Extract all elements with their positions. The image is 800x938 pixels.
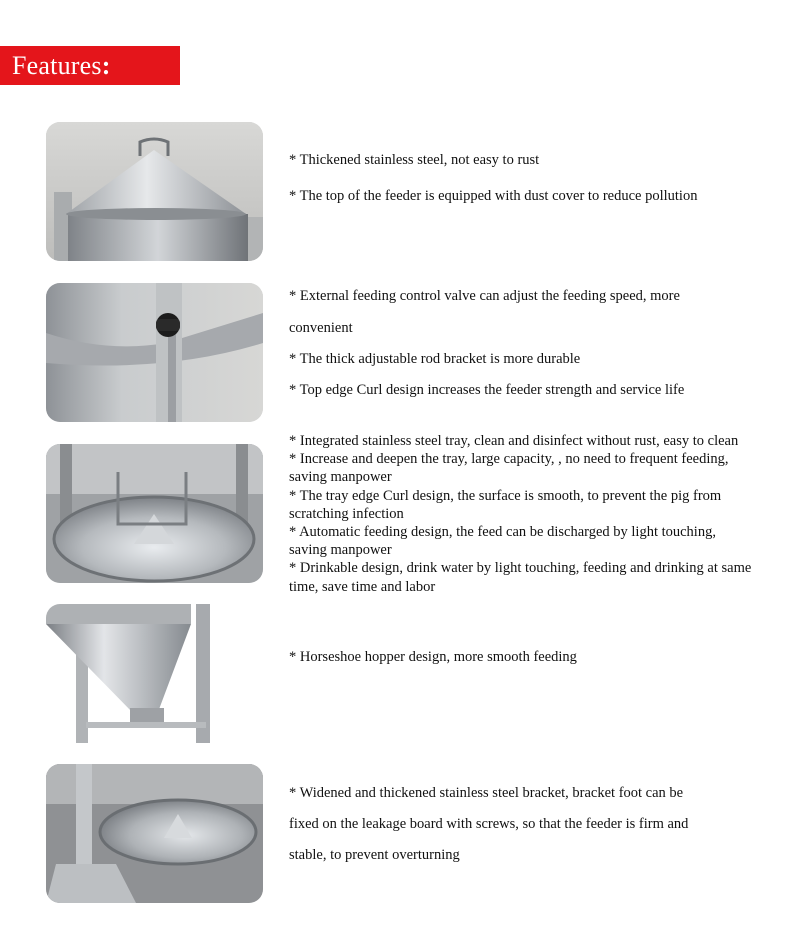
feature-line: fixed on the leakage board with screws, so that the feeder is firm and [289,816,689,832]
stainless-tray-photo [46,444,263,583]
features-heading: Features [12,50,102,80]
feature-line: * External feeding control valve can adjust the feeding speed, more [289,288,680,304]
control-valve-knob-photo [46,283,263,422]
feature-line: time, save time and labor [289,578,436,595]
feature-1-text [289,151,764,205]
feature-line: * Automatic feeding design, the feed can be discharged by light touching, [289,524,716,541]
feature-line: stable, to prevent overturning [289,847,460,863]
steel-bracket-base-photo [46,764,263,903]
feature-line: convenient [289,320,353,336]
feature-line: saving manpower [289,542,392,559]
feature-line: * Widened and thickened stainless steel bracket, bracket foot can be [289,785,684,801]
features-heading-colon: : [101,50,111,80]
feature-3-text [289,432,764,596]
feature-line: scratching infection [289,505,404,522]
feature-4-text [289,648,764,666]
feature-line: * Horseshoe hopper design, more smooth feeding [289,649,577,665]
feature-2-text [289,287,764,399]
feature-line: saving manpower [289,469,392,486]
feature-line: * Top edge Curl design increases the feeder strength and service life [289,382,685,398]
feature-line: * The top of the feeder is equipped with dust cover to reduce pollution [289,188,698,204]
feature-line: * Drinkable design, drink water by light touching, feeding and drinking at same [289,560,752,577]
feature-line: * The thick adjustable rod bracket is more durable [289,351,581,367]
feature-line: * Increase and deepen the tray, large capacity, , no need to frequent feeding, [289,451,729,468]
feeder-top-cover-photo [46,122,263,261]
horseshoe-hopper-photo [46,604,263,743]
feature-line: * Thickened stainless steel, not easy to rust [289,152,540,168]
feature-line: * Integrated stainless steel tray, clean and disinfect without rust, easy to clean [289,433,739,449]
features-header-banner [0,46,180,85]
feature-line: * The tray edge Curl design, the surface is smooth, to prevent the pig from [289,487,722,504]
feature-5-text [289,784,764,864]
